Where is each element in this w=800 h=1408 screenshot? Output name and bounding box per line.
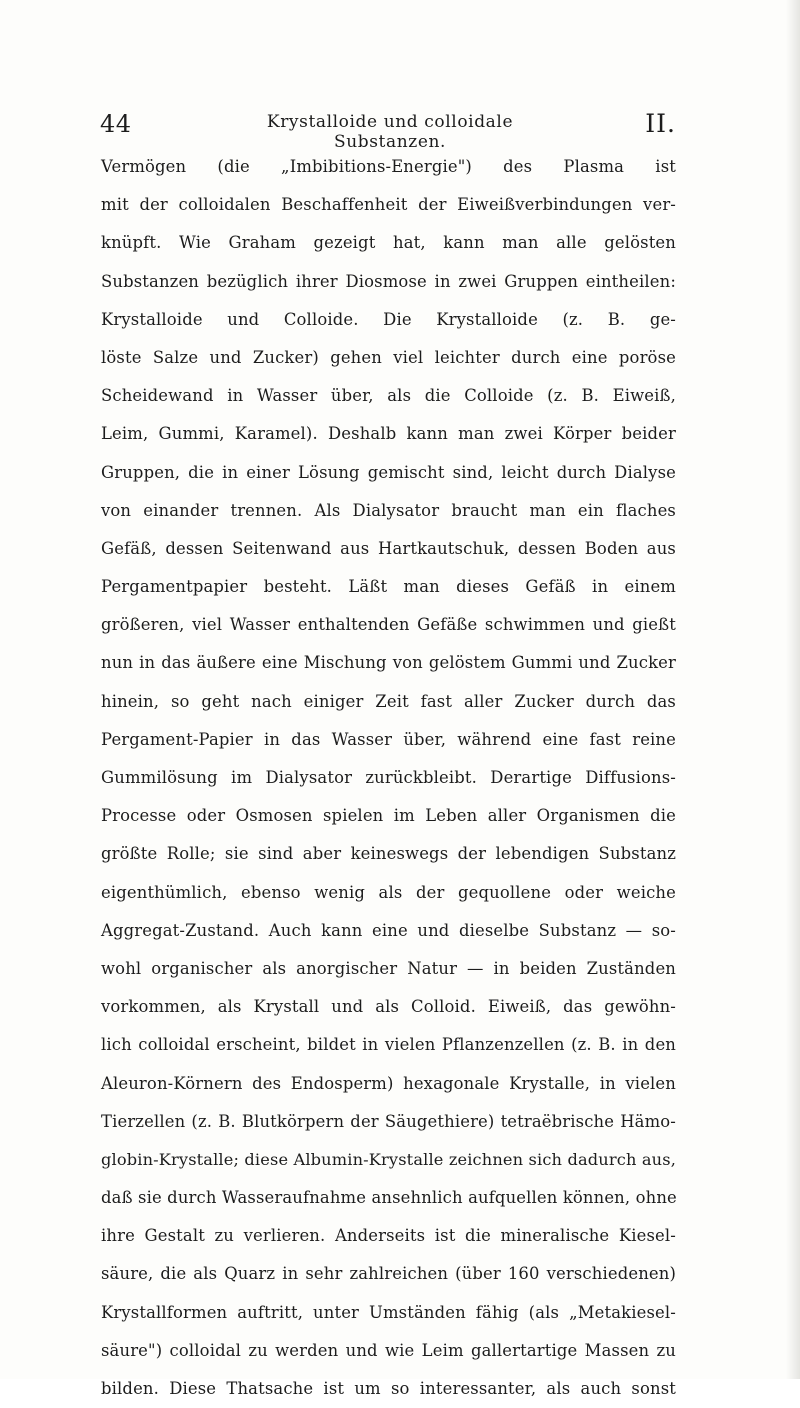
text-line: hinein, so geht nach einiger Zeit fast aller Zucker durch das bbox=[101, 691, 676, 711]
text-line: größeren, viel Wasser enthaltenden Gefäße schwimmen und gießt bbox=[101, 615, 676, 635]
page-edge-shadow bbox=[786, 0, 800, 1379]
text-line: Aggregat-Zustand. Auch kann eine und dieselbe Substanz — so- bbox=[101, 920, 676, 940]
text-line: eigenthümlich, ebenso wenig als der gequollene oder weiche bbox=[101, 882, 676, 902]
text-line: Aleuron-Körnern des Endosperm) hexagonale Krystalle, in vielen bbox=[101, 1073, 676, 1093]
text-line: säure, die als Quarz in sehr zahlreichen (über 160 verschiedenen) bbox=[101, 1264, 676, 1284]
text-line: vorkommen, als Krystall und als Colloid. Eiweiß, das gewöhn- bbox=[101, 997, 676, 1017]
text-line: Krystalloide und Colloide. Die Krystalloide (z. B. ge- bbox=[101, 309, 676, 329]
running-title: Krystalloide und colloidale Substanzen. bbox=[266, 112, 514, 152]
text-line: Gruppen, die in einer Lösung gemischt sind, leicht durch Dialyse bbox=[101, 462, 676, 482]
section-number: II. bbox=[645, 109, 676, 138]
page-number: 44 bbox=[100, 110, 132, 138]
text-line: Pergamentpapier besteht. Läßt man dieses Gefäß in einem bbox=[101, 577, 676, 597]
body-text bbox=[101, 148, 676, 1408]
text-line: Leim, Gummi, Karamel). Deshalb kann man zwei Körper beider bbox=[101, 424, 676, 444]
text-line: mit der colloidalen Beschaffenheit der Eiweißverbindungen ver- bbox=[101, 195, 676, 215]
text-line: ihre Gestalt zu verlieren. Anderseits ist die mineralische Kiesel- bbox=[101, 1226, 676, 1246]
text-line: knüpft. Wie Graham gezeigt hat, kann man alle gelösten bbox=[101, 233, 676, 253]
text-line: größte Rolle; sie sind aber keineswegs der lebendigen Substanz bbox=[101, 844, 676, 864]
text-line: daß sie durch Wasseraufnahme ansehnlich aufquellen können, ohne bbox=[101, 1188, 677, 1208]
text-line: wohl organischer als anorgischer Natur — in beiden Zuständen bbox=[101, 958, 676, 978]
text-line: Krystallformen auftritt, unter Umständen fähig (als „Metakiesel- bbox=[101, 1302, 676, 1322]
text-line: lich colloidal erscheint, bildet in vielen Pflanzenzellen (z. B. in den bbox=[101, 1035, 676, 1055]
text-line: Vermögen (die „Imbibitions-Energie") des Plasma ist bbox=[101, 157, 676, 176]
text-line: globin-Krystalle; diese Albumin-Krystalle zeichnen sich dadurch aus, bbox=[101, 1149, 676, 1169]
text-line: Gefäß, dessen Seitenwand aus Hartkautschuk, dessen Boden aus bbox=[101, 538, 676, 558]
text-line: bilden. Diese Thatsache ist um so interessanter, als auch sonst bbox=[101, 1379, 676, 1398]
text-line: Scheidewand in Wasser über, als die Colloide (z. B. Eiweiß, bbox=[101, 386, 676, 406]
text-line: löste Salze und Zucker) gehen viel leichter durch eine poröse bbox=[101, 347, 676, 367]
text-line: säure") colloidal zu werden und wie Leim gallertartige Massen zu bbox=[101, 1340, 676, 1360]
text-line: Substanzen bezüglich ihrer Diosmose in zwei Gruppen eintheilen: bbox=[101, 271, 676, 291]
text-line: nun in das äußere eine Mischung von gelöstem Gummi und Zucker bbox=[101, 653, 676, 673]
text-line: Pergament-Papier in das Wasser über, während eine fast reine bbox=[101, 729, 676, 749]
text-line: Processe oder Osmosen spielen im Leben aller Organismen die bbox=[101, 806, 676, 826]
text-line: Gummilösung im Dialysator zurückbleibt. Derartige Diffusions- bbox=[101, 768, 676, 787]
running-header bbox=[100, 100, 676, 152]
text-line: von einander trennen. Als Dialysator braucht man ein flaches bbox=[101, 500, 676, 520]
text-line: Tierzellen (z. B. Blutkörpern der Säugethiere) tetraëbrische Hämo- bbox=[101, 1111, 676, 1131]
